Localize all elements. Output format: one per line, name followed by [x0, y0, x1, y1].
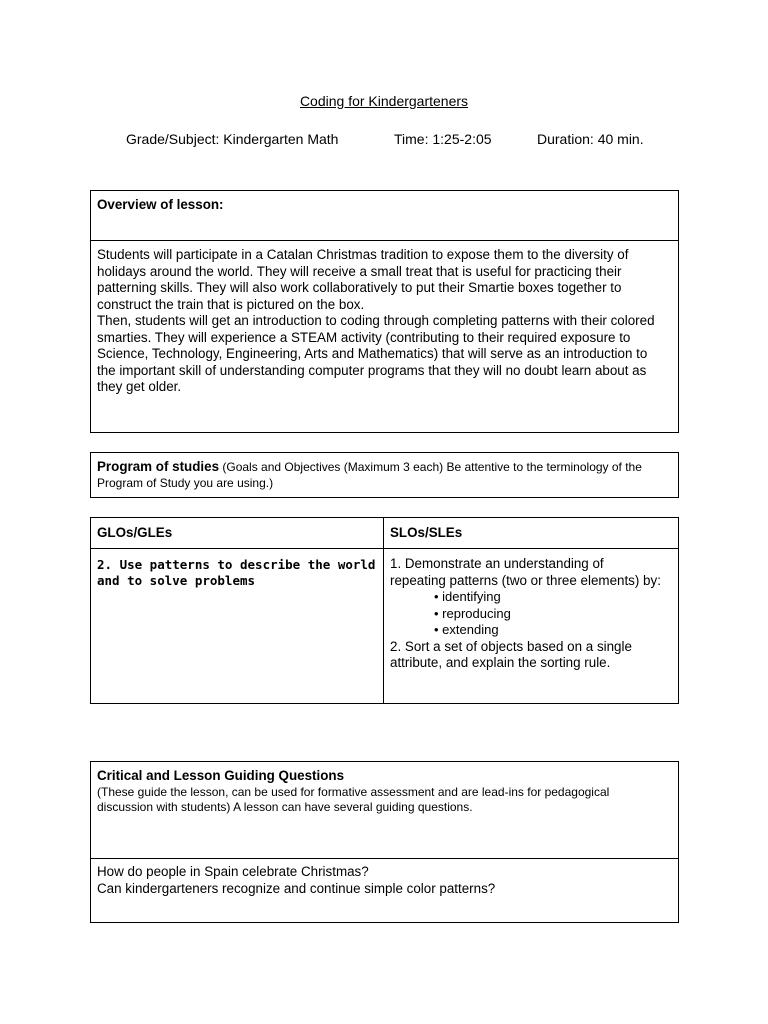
overview-line: Then, students will get an introduction to coding through completing patterns with their colored [97, 313, 655, 328]
overview-line: construct the train that is pictured on the box. [97, 296, 365, 312]
glo-line: 2. Use patterns to describe the world [97, 557, 376, 572]
overview-body [97, 247, 677, 396]
questions-note: (These guide the lesson, can be used for formative assessment and are lead-ins for pedagogical [97, 784, 610, 799]
glo-cell [97, 557, 379, 589]
overview-line: smarties. They will experience a STEAM activity (contributing to their required exposure to [97, 329, 631, 345]
overview-line: patterning skills. They will also work collaboratively to put their Smartie boxes together to [97, 280, 622, 295]
glo-line: and to solve problems [97, 573, 256, 588]
document-title: Coding for Kindergarteners [299, 93, 469, 109]
questions-note: discussion with students) A lesson can have several guiding questions. [97, 799, 473, 814]
program-note: (Goals and Objectives (Maximum 3 each) Be attentive to the terminology of the [219, 460, 642, 474]
slo-line: attribute, and explain the sorting rule. [390, 655, 611, 670]
glo-header: GLOs/GLEs [97, 525, 173, 540]
slo-bullet: • extending [434, 622, 499, 637]
program-of-studies-box [90, 452, 679, 498]
slo-bullet: • identifying [434, 589, 501, 604]
overview-line: holidays around the world. They will receive a small treat that is useful for practicing their [97, 263, 622, 279]
slo-line: 2. Sort a set of objects based on a single [390, 638, 632, 654]
lesson-time: Time: 1:25-2:05 [394, 131, 492, 147]
slo-header: SLOs/SLEs [390, 525, 463, 540]
questions-list [97, 864, 677, 897]
program-heading: Program of studies [97, 459, 220, 474]
overview-line: Science, Technology, Engineering, Arts and Mathematics) that will serve as an introduction to [97, 346, 648, 361]
slo-bullet: • reproducing [434, 605, 511, 621]
overview-line: Students will participate in a Catalan Christmas tradition to expose them to the diversity of [97, 247, 629, 262]
questions-heading: Critical and Lesson Guiding Questions [97, 768, 345, 783]
outcomes-table [90, 517, 679, 704]
guiding-questions-box [90, 761, 679, 923]
overview-line: the important skill of understanding computer programs that they will no doubt learn about as [97, 362, 647, 378]
slo-line: repeating patterns (two or three elements) by: [390, 572, 661, 588]
slo-cell [390, 556, 678, 672]
question-item: How do people in Spain celebrate Christmas? [97, 864, 369, 879]
overview-box [90, 190, 679, 433]
program-note-cont: Program of Study you are using.) [97, 475, 274, 490]
question-item: Can kindergarteners recognize and continue simple color patterns? [97, 880, 496, 896]
overview-heading: Overview of lesson: [97, 197, 224, 212]
overview-line: they get older. [97, 379, 182, 394]
slo-line: 1. Demonstrate an understanding of [390, 556, 604, 571]
grade-subject: Grade/Subject: Kindergarten Math [126, 131, 339, 147]
lesson-duration: Duration: 40 min. [537, 131, 644, 147]
